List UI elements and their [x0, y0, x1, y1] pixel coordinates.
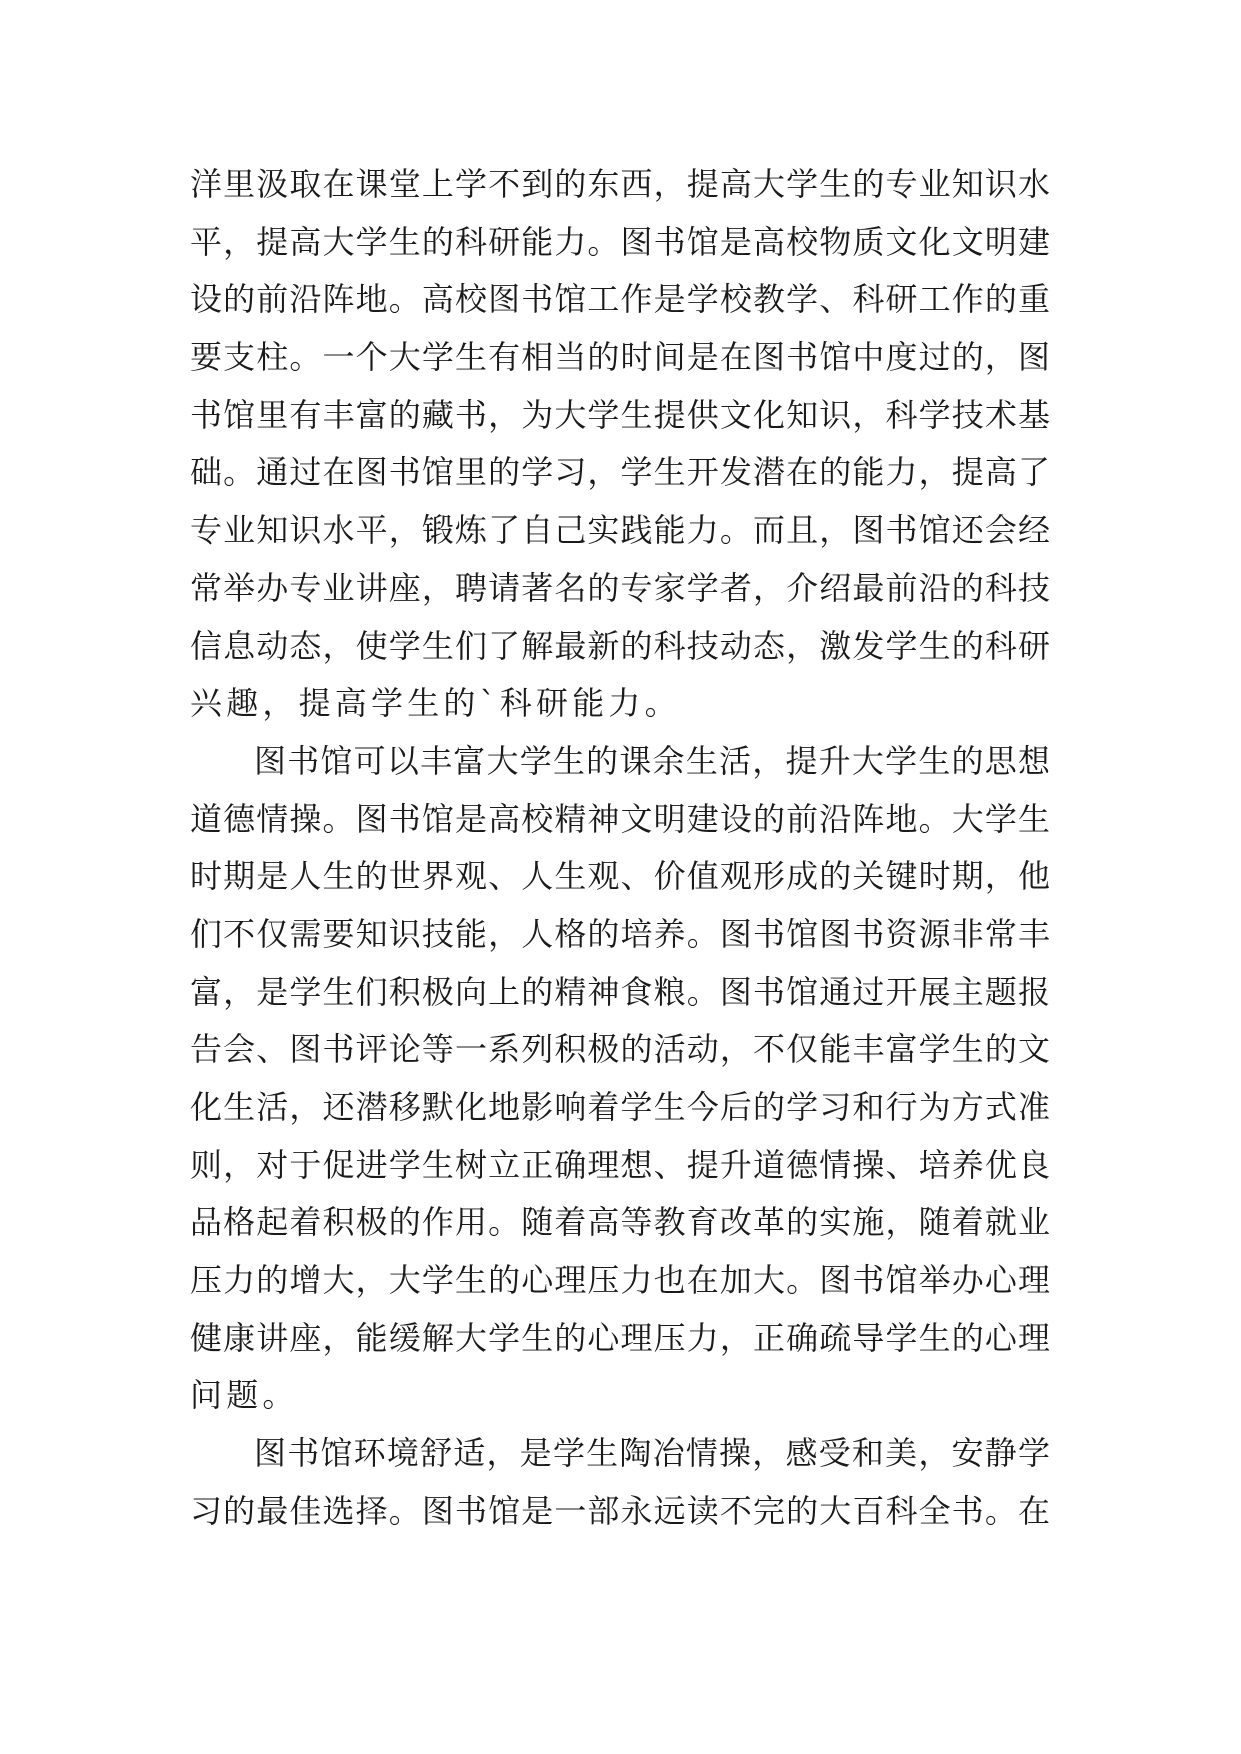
text-line: 告会、图书评论等一系列积极的活动，不仅能丰富学生的文 — [190, 1030, 1050, 1069]
text-line: 常举办专业讲座，聘请著名的专家学者，介绍最前沿的科技 — [190, 568, 1050, 607]
text-line: 设的前沿阵地。高校图书馆工作是学校教学、科研工作的重 — [190, 280, 1050, 319]
text-line: 础。通过在图书馆里的学习，学生开发潜在的能力，提高了 — [190, 453, 1050, 492]
text-line: 道德情操。图书馆是高校精神文明建设的前沿阵地。大学生 — [190, 799, 1050, 838]
text-line: 时期是人生的世界观、人生观、价值观形成的关键时期，他 — [190, 857, 1050, 896]
text-line: 图书馆环境舒适，是学生陶冶情操，感受和美，安静学 — [254, 1434, 1050, 1473]
text-line: 专业知识水平，锻炼了自己实践能力。而且，图书馆还会经 — [190, 511, 1050, 550]
text-line: 问题。 — [190, 1376, 299, 1415]
text-line: 兴趣，提高学生的`科研能力。 — [190, 684, 681, 723]
text-line: 品格起着积极的作用。随着高等教育改革的实施，随着就业 — [190, 1203, 1050, 1242]
text-line: 要支柱。一个大学生有相当的时间是在图书馆中度过的，图 — [190, 338, 1050, 377]
text-line: 洋里汲取在课堂上学不到的东西，提高大学生的专业知识水 — [190, 165, 1050, 203]
paragraph-3 — [190, 1425, 1050, 1540]
text-line: 信息动态，使学生们了解最新的科技动态，激发学生的科研 — [190, 626, 1050, 665]
text-line: 富，是学生们积极向上的精神食粮。图书馆通过开展主题报 — [190, 972, 1050, 1011]
text-line: 压力的增大，大学生的心理压力也在加大。图书馆举办心理 — [190, 1261, 1050, 1300]
text-line: 则，对于促进学生树立正确理想、提升道德情操、培养优良 — [190, 1145, 1050, 1184]
paragraph-2 — [190, 733, 1050, 1425]
text-line: 图书馆可以丰富大学生的课余生活，提升大学生的思想 — [254, 741, 1050, 780]
text-line: 们不仅需要知识技能，人格的培养。图书馆图书资源非常丰 — [190, 914, 1050, 953]
paragraph-1 — [190, 156, 1050, 733]
text-line: 习的最佳选择。图书馆是一部永远读不完的大百科全书。在 — [190, 1491, 1050, 1530]
text-line: 平，提高大学生的科研能力。图书馆是高校物质文化文明建 — [190, 222, 1050, 261]
text-line: 书馆里有丰富的藏书，为大学生提供文化知识，科学技术基 — [190, 395, 1050, 434]
text-line: 化生活，还潜移默化地影响着学生今后的学习和行为方式准 — [190, 1088, 1050, 1126]
body-text — [190, 156, 1050, 1541]
text-line: 健康讲座，能缓解大学生的心理压力，正确疏导学生的心理 — [190, 1318, 1050, 1357]
